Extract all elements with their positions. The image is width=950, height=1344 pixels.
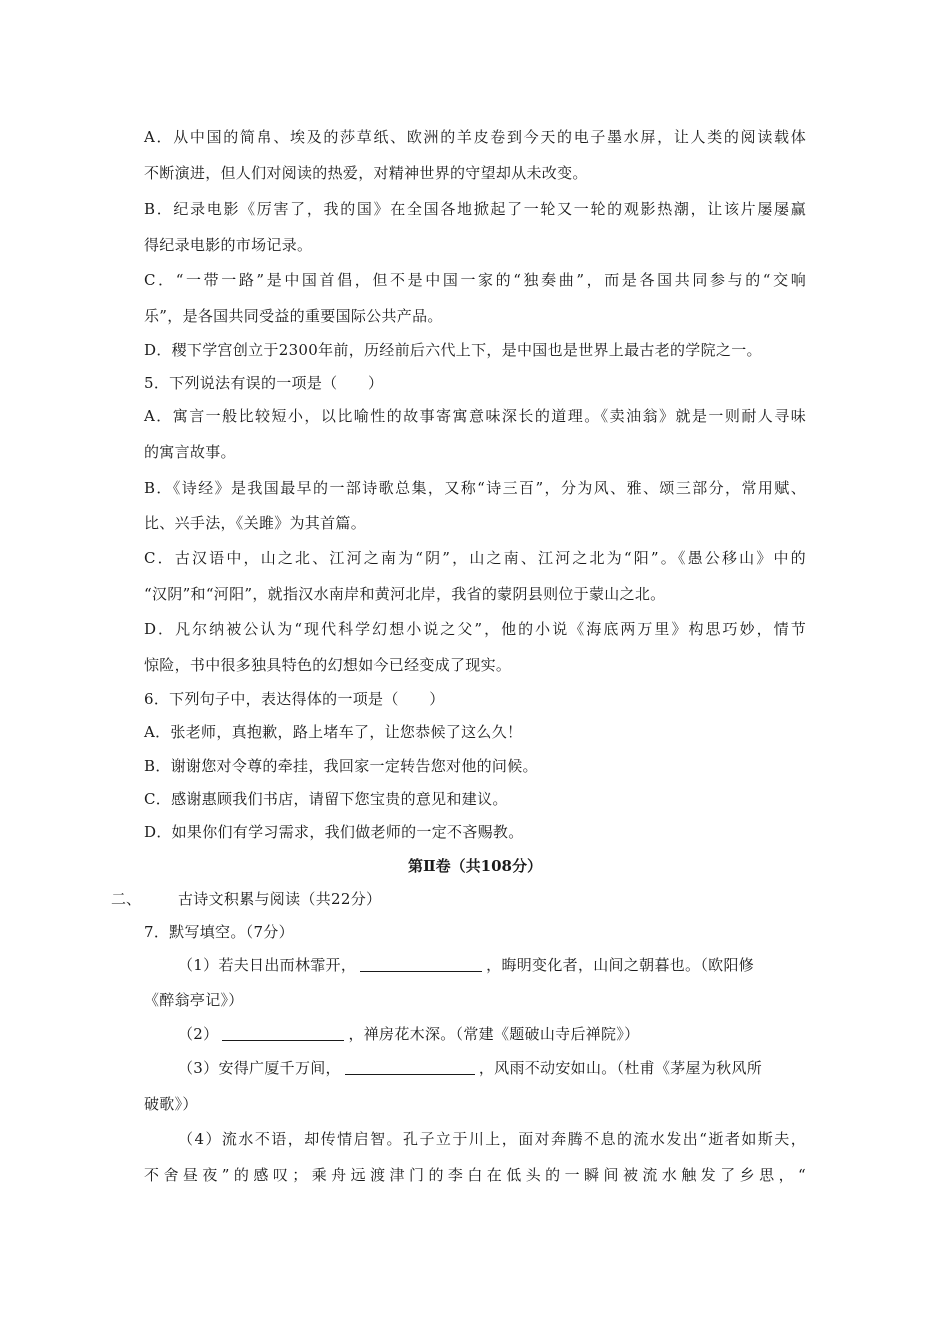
q7-item1-text-a: （1）若夫日出而林霏开，: [178, 956, 357, 974]
q7-item1-line2: 《醉翁亭记》）: [144, 991, 244, 1009]
q7-item2-blank[interactable]: [222, 1024, 344, 1041]
q7-item1-blank[interactable]: [360, 955, 482, 972]
q7-item4-line1: （4）流水不语，却传情启智。孔子立于川上，面对奔腾不息的流水发出“逝者如斯夫，: [178, 1130, 806, 1148]
q4-option-a-line1: A．从中国的简帛、埃及的莎草纸、欧洲的羊皮卷到今天的电子墨水屏，让人类的阅读载体: [144, 128, 806, 146]
q7-item3-line2: 破歌》）: [144, 1095, 198, 1113]
q7-item3-text-a: （3）安得广厦千万间，: [178, 1059, 341, 1077]
q6-option-a: A．张老师，真抱歉，路上堵车了，让您恭候了这么久！: [144, 723, 523, 741]
q7-item1-line1: [178, 955, 754, 975]
q6-option-d: D．如果你们有学习需求，我们做老师的一定不吝赐教。: [144, 823, 524, 841]
q7-item4-line2: 不舍昼夜”的感叹；乘舟远渡津门的李白在低头的一瞬间被流水触发了乡思，“: [144, 1166, 806, 1184]
part2-heading: 第Ⅱ卷（共108分）: [408, 857, 542, 875]
section2-title: 古诗文积累与阅读（共22分）: [178, 890, 382, 908]
q5-option-d-line1: D．凡尔纳被公认为“现代科学幻想小说之父”，他的小说《海底两万里》构思巧妙，情节: [144, 620, 806, 638]
q7-item3-line1: [178, 1058, 762, 1078]
q5-option-b-line1: B．《诗经》是我国最早的一部诗歌总集，又称“诗三百”，分为风、雅、颂三部分，常用赋、: [144, 479, 806, 497]
q5-option-a-line1: A．寓言一般比较短小，以比喻性的故事寄寓意味深长的道理。《卖油翁》就是一则耐人寻味: [144, 407, 806, 425]
q7-item3-blank[interactable]: [345, 1058, 475, 1075]
q5-option-b-line2: 比、兴手法，《关雎》为其首篇。: [144, 514, 367, 532]
q5-option-c-line2: “汉阴”和“河阳”，就指汉水南岸和黄河北岸，我省的蒙阴县则位于蒙山之北。: [144, 585, 666, 603]
q6-stem: 6．下列句子中，表达得体的一项是（ ）: [144, 690, 445, 708]
q4-option-b-line2: 得纪录电影的市场记录。: [144, 236, 313, 254]
q5-option-d-line2: 惊险，书中很多独具特色的幻想如今已经变成了现实。: [144, 656, 512, 674]
q7-item2-text-a: （2）: [178, 1025, 219, 1043]
q6-option-b: B．谢谢您对令尊的牵挂，我回家一定转告您对他的问候。: [144, 757, 538, 775]
section2-number: 二、: [111, 890, 142, 908]
q5-stem: 5．下列说法有误的一项是（ ）: [144, 374, 384, 392]
q4-option-b-line1: B．纪录电影《厉害了，我的国》在全国各地掀起了一轮又一轮的观影热潮，让该片屡屡赢: [144, 200, 806, 218]
q7-item2-text-b: ，禅房花木深。（常建《题破山寺后禅院》）: [348, 1025, 640, 1043]
q7-item2-line: [178, 1024, 639, 1044]
q7-item3-text-b: ，风雨不动安如山。（杜甫《茅屋为秋风所: [478, 1059, 763, 1077]
q4-option-c-line2: 乐”，是各国共同受益的重要国际公共产品。: [144, 307, 443, 325]
q4-option-a-line2: 不断演进，但人们对阅读的热爱，对精神世界的守望却从未改变。: [144, 164, 588, 182]
q4-option-d: D．稷下学宫创立于2300年前，历经前后六代上下，是中国也是世界上最古老的学院之一。: [144, 341, 762, 359]
q7-stem: 7．默写填空。（7分）: [144, 923, 294, 941]
q5-option-a-line2: 的寓言故事。: [144, 443, 236, 461]
q6-option-c: C．感谢惠顾我们书店，请留下您宝贵的意见和建议。: [144, 790, 508, 808]
q5-option-c-line1: C．古汉语中，山之北、江河之南为“阴”，山之南、江河之北为“阳”。《愚公移山》中的: [144, 549, 806, 567]
q4-option-c-line1: C．“一带一路”是中国首倡，但不是中国一家的“独奏曲”，而是各国共同参与的“交响: [144, 271, 806, 289]
q7-item1-text-b: ，晦明变化者，山间之朝暮也。（欧阳修: [486, 956, 755, 974]
